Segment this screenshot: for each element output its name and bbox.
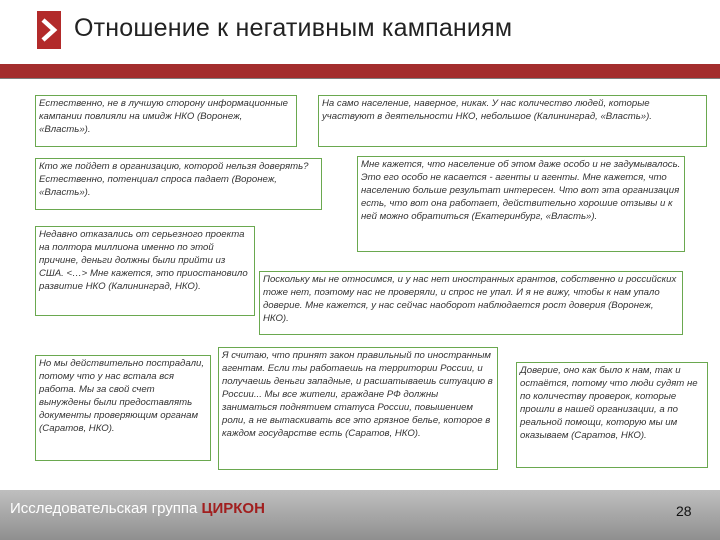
quote-box: Кто же пойдет в организацию, которой нельзя доверять? Естественно, потенциал спроса падает (Воронеж, «Власть»). <box>35 158 322 210</box>
quote-box: Поскольку мы не относимся, и у нас нет иностранных грантов, собственно и российских тоже нет, поэтому нас не проверяли, и спрос не упал. И я не вижу, чтобы к нам упало доверие. Мне кажется, у нас сейчас наоборот наблюдается рост доверия (Воронеж, НКО). <box>259 271 683 335</box>
quote-box: Но мы действительно пострадали, потому что у нас встала вся работа. Мы за свой счет вынуждены были предоставлять документы проверяющим органам (Саратов, НКО). <box>35 355 211 461</box>
page-title: Отношение к негативным кампаниям <box>74 14 513 42</box>
chevron-right-icon <box>37 11 61 49</box>
quote-box: Мне кажется, что население об этом даже особо и не задумывалось. Это его особо не касается - агенты и агенты. Мне кажется, что населению больше результат интересен. Что вот эта организация есть, что вот она работает, действительно хорошие отзывы и к ней можно обратиться (Екатеринбург, «Власть»). <box>357 156 685 252</box>
footer-org-prefix: Исследовательская группа <box>10 500 202 517</box>
header-divider-line <box>0 78 720 79</box>
quote-box: Недавно отказались от серьезного проекта на полтора миллиона именно по этой причине, деньги должны были прийти из США. <…> Мне кажется, это приостановило развитие НКО (Калининград, НКО). <box>35 226 255 316</box>
footer-org-brand: ЦИРКОН <box>201 500 265 517</box>
header-divider <box>0 64 720 78</box>
quote-box: Естественно, не в лучшую сторону информационные кампании повлияли на имидж НКО (Воронеж, «Власть»). <box>35 95 297 147</box>
footer-org <box>10 500 265 517</box>
quote-box: Я считаю, что принят закон правильный по иностранным агентам. Если ты работаешь на территории России, и получаешь деньги западные, и расшатываешь ситуацию в России... Мы все жители, граждане РФ должны заниматься поднятием статуса России, повышением роли, а не вытаскивать все это грязное белье, которое в каждом государстве есть (Саратов, НКО). <box>218 347 498 470</box>
page-number: 28 <box>676 503 692 519</box>
quote-box: На само население, наверное, никак. У нас количество людей, которые участвуют в деятельности НКО, небольшое (Калининград, «Власть»). <box>318 95 707 147</box>
quote-box: Доверие, оно как было к нам, так и остаётся, потому что люди судят не по количеству проверок, которые прошли в нашей организации, а по реальной помощи, которую мы им оказываем (Саратов, НКО). <box>516 362 708 468</box>
